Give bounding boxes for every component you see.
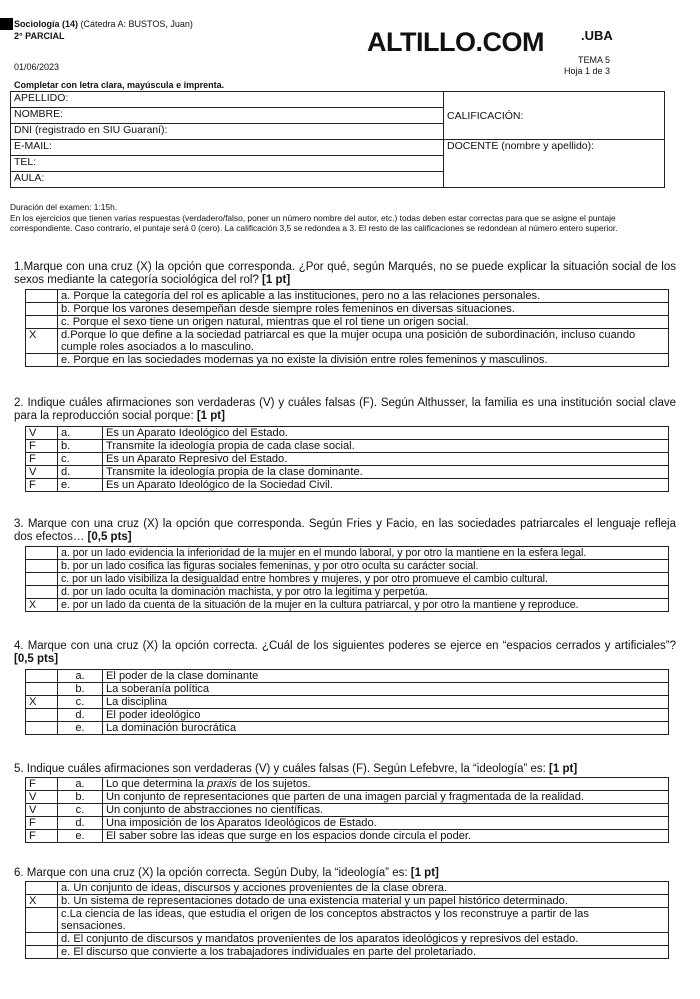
option-text: El poder de la clase dominante [103, 670, 669, 683]
answer-mark[interactable] [26, 316, 58, 329]
answer-mark[interactable] [26, 683, 58, 696]
option-text: La disciplina [103, 696, 669, 709]
option-letter: c. [58, 453, 103, 466]
chair-name: (Cátedra A: BUSTOS, Juan) [80, 19, 193, 29]
table-row[interactable] [26, 908, 669, 933]
table-row[interactable] [26, 453, 669, 466]
exam-date: 01/06/2023 [14, 62, 60, 72]
option-text: c. Porque el sexo tiene un origen natural, mientras que el rol tiene un origen social. [58, 316, 669, 329]
answer-mark[interactable]: V [26, 466, 58, 479]
option-letter: d. [58, 817, 103, 830]
question-1-points: [1 pt] [262, 274, 291, 286]
option-text: La dominación burocrática [103, 722, 669, 735]
page-count: Hoja 1 de 3 [563, 66, 610, 76]
table-row[interactable] [26, 946, 669, 959]
option-letter: c. [58, 696, 103, 709]
answer-mark[interactable]: F [26, 817, 58, 830]
option-letter: d. [58, 466, 103, 479]
question-6-text: 6. Marque con una cruz (X) la opción correcta. Según Duby, la “ideología” es: [14, 867, 408, 879]
option-text: d. El conjunto de discursos y mandatos provenientes de los aparatos ideológicos y represivos del estado. [58, 933, 669, 946]
apellido-field[interactable]: APELLIDO: [11, 92, 444, 108]
option-letter: e. [58, 830, 103, 843]
option-letter: e. [58, 722, 103, 735]
option-text: a. Un conjunto de ideas, discursos y acciones provenientes de la clase obrera. [58, 882, 669, 895]
question-4 [14, 640, 676, 666]
question-6-table [25, 881, 669, 959]
question-1-table [25, 289, 669, 367]
option-letter: b. [58, 440, 103, 453]
table-row[interactable] [26, 560, 669, 573]
question-1-text: 1.Marque con una cruz (X) la opción que corresponda. ¿Por qué, según Marqués, no se puede explicar la situación social de los sexos mediante la categoría sociológica del rol? [14, 261, 676, 286]
table-row[interactable] [26, 316, 669, 329]
answer-mark[interactable] [26, 908, 58, 933]
question-6 [14, 867, 676, 880]
answer-mark[interactable] [26, 354, 58, 367]
table-row[interactable] [26, 440, 669, 453]
table-row[interactable] [26, 722, 669, 735]
option-text: c.La ciencia de las ideas, que estudia el origen de los conceptos abstractos y los reconstruye a partir de las sensaciones. [58, 908, 669, 933]
answer-mark[interactable] [26, 946, 58, 959]
option-text: Transmite la ideología propia de la clase dominante. [103, 466, 669, 479]
answer-mark[interactable]: F [26, 479, 58, 492]
option-text: a. Porque la categoría del rol es aplicable a las instituciones, pero no a las relaciones personales. [58, 290, 669, 303]
answer-mark[interactable]: V [26, 791, 58, 804]
answer-mark[interactable]: X [26, 696, 58, 709]
option-text: Es un Aparato Ideológico del Estado. [103, 427, 669, 440]
question-5 [14, 763, 676, 776]
table-row[interactable] [26, 670, 669, 683]
option-text: a. por un lado evidencia la inferioridad de la mujer en el mundo laboral, y por otro la mantiene en la esfera legal. [58, 547, 669, 560]
option-text: e. Porque en las sociedades modernas ya no existe la división entre roles femeninos y masculinos. [58, 354, 669, 367]
answer-mark[interactable] [26, 290, 58, 303]
answer-mark[interactable] [26, 722, 58, 735]
table-row[interactable] [26, 290, 669, 303]
aula-field[interactable]: AULA: [11, 172, 444, 188]
answer-mark[interactable] [26, 882, 58, 895]
question-5-table [25, 777, 669, 843]
exam-rules: En los ejercicios que tienen varias respuestas (verdadero/falso, poner un número nombre del autor, etc.) todas deben estar correctas para que se asigne el puntaje correspondiente. Caso contrario, el puntaje será 0 (cero). La calificación 3,5 se redondea a 3. El resto de las calificaciones se redondean al número entero superior. [10, 213, 618, 233]
question-1 [14, 261, 676, 287]
question-3-points: [0,5 pts] [87, 531, 132, 543]
question-2-text: 2. Indique cuáles afirmaciones son verdaderas (V) y cuáles falsas (F). Según Althusser, la familia es una institución social clave para la reproducción social porque: [14, 397, 676, 422]
answer-mark[interactable] [26, 547, 58, 560]
table-row[interactable] [26, 586, 669, 599]
site-logo: ALTILLO.COM [367, 27, 544, 57]
calificacion-field[interactable]: CALIFICACIÓN: [444, 92, 665, 140]
tema-label: TEMA 5 [577, 55, 610, 65]
table-row[interactable] [26, 933, 669, 946]
answer-mark[interactable]: F [26, 440, 58, 453]
table-row[interactable] [26, 354, 669, 367]
corner-mark [0, 18, 13, 30]
table-row[interactable] [26, 882, 669, 895]
answer-mark[interactable] [26, 573, 58, 586]
option-text: Es un Aparato Represivo del Estado. [103, 453, 669, 466]
question-2-table [25, 426, 669, 492]
question-2-points: [1 pt] [196, 410, 225, 422]
course-name: Sociología (14) [14, 19, 79, 29]
answer-mark[interactable]: F [26, 830, 58, 843]
table-row[interactable] [26, 683, 669, 696]
table-row[interactable] [26, 778, 669, 791]
option-text: Un conjunto de abstracciones no científicas. [103, 804, 669, 817]
option-letter: a. [58, 427, 103, 440]
table-row[interactable] [26, 696, 669, 709]
option-text: e. por un lado da cuenta de la situación de la mujer en la cultura patriarcal, y por otro la mantiene y reproduce. [58, 599, 669, 612]
question-3-table [25, 546, 669, 612]
nombre-field[interactable]: NOMBRE: [11, 108, 444, 124]
table-row[interactable] [26, 817, 669, 830]
instruction: Completar con letra clara, mayúscula e imprenta. [14, 80, 225, 90]
answer-mark[interactable] [26, 303, 58, 316]
option-text: Es un Aparato Ideológico de la Sociedad Civil. [103, 479, 669, 492]
answer-mark[interactable]: X [26, 895, 58, 908]
option-letter: b. [58, 683, 103, 696]
table-row[interactable] [26, 466, 669, 479]
table-row[interactable] [26, 830, 669, 843]
table-row[interactable] [26, 709, 669, 722]
option-letter: a. [58, 670, 103, 683]
option-text: Un conjunto de representaciones que parten de una imagen parcial y fragmentada de la realidad. [103, 791, 669, 804]
table-row[interactable] [26, 427, 669, 440]
answer-mark[interactable] [26, 709, 58, 722]
table-row[interactable] [26, 573, 669, 586]
option-letter: b. [58, 791, 103, 804]
question-3-text: 3. Marque con una cruz (X) la opción que corresponda. Según Fries y Facio, en las sociedades patriarcales el lenguaje refleja dos efectos… [14, 518, 676, 543]
docente-field[interactable]: DOCENTE (nombre y apellido): [444, 140, 665, 188]
option-text-part: Lo que determina la [106, 778, 208, 790]
option-text: El poder ideológico [103, 709, 669, 722]
question-4-table [25, 669, 669, 735]
option-text: d. por un lado oculta la dominación machista, y por otro la legitima y perpetúa. [58, 586, 669, 599]
option-letter: a. [58, 778, 103, 791]
table-row[interactable] [26, 547, 669, 560]
option-text: Transmite la ideología propia de cada clase social. [103, 440, 669, 453]
table-row[interactable] [26, 895, 669, 908]
option-text: El saber sobre las ideas que surge en los espacios donde circula el poder. [103, 830, 669, 843]
table-row[interactable] [26, 303, 669, 316]
option-text: e. El discurso que convierte a los trabajadores individuales en parte del proletariado. [58, 946, 669, 959]
option-text-part: de los sujetos. [236, 778, 311, 790]
table-row[interactable] [26, 479, 669, 492]
option-text-emphasis: praxis [207, 778, 237, 790]
option-text: d.Porque lo que define a la sociedad patriarcal es que la mujer ocupa una posición de subordinación, incluso cuando cumple roles asociados a lo masculino. [58, 329, 669, 354]
course-line [14, 19, 193, 30]
option-letter: c. [58, 804, 103, 817]
question-3 [14, 518, 676, 544]
dni-field[interactable]: DNI (registrado en SIU Guaraní): [11, 124, 444, 140]
answer-mark[interactable]: F [26, 778, 58, 791]
answer-mark[interactable]: X [26, 329, 58, 354]
answer-mark[interactable] [26, 933, 58, 946]
answer-mark[interactable]: F [26, 453, 58, 466]
table-row[interactable] [26, 329, 669, 354]
answer-mark[interactable] [26, 586, 58, 599]
question-2 [14, 397, 676, 423]
answer-mark[interactable]: V [26, 804, 58, 817]
answer-mark[interactable]: X [26, 599, 58, 612]
option-text: b. Un sistema de representaciones dotado de una existencia material y un papel histórico determinado. [58, 895, 669, 908]
question-4-points: [0,5 pts] [14, 653, 59, 665]
table-row[interactable] [26, 804, 669, 817]
question-6-points: [1 pt] [410, 867, 439, 879]
student-id-form [10, 91, 665, 188]
option-text: La soberanía política [103, 683, 669, 696]
answer-mark[interactable] [26, 670, 58, 683]
option-text [103, 778, 669, 791]
table-row[interactable] [26, 599, 669, 612]
option-letter: d. [58, 709, 103, 722]
table-row[interactable] [26, 791, 669, 804]
option-letter: e. [58, 479, 103, 492]
option-text: c. por un lado visibiliza la desigualdad entre hombres y mujeres, y por otro promueve el cambio cultural. [58, 573, 669, 586]
question-5-text: 5. Indique cuáles afirmaciones son verdaderas (V) y cuáles falsas (F). Según Lefebvre, la “ideología” es: [14, 763, 546, 775]
question-5-points: [1 pt] [549, 763, 578, 775]
exam-duration: Duración del examen: 1:15h. [10, 202, 118, 212]
tel-field[interactable]: TEL: [11, 156, 444, 172]
email-field[interactable]: E-MAIL: [11, 140, 444, 156]
answer-mark[interactable] [26, 560, 58, 573]
option-text: b. Porque los varones desempeñan desde siempre roles femeninos en diversas situaciones. [58, 303, 669, 316]
answer-mark[interactable]: V [26, 427, 58, 440]
uba-label: .UBA [581, 28, 613, 43]
option-text: b. por un lado cosifica las figuras sociales femeninas, y por otro oculta su carácter social. [58, 560, 669, 573]
question-4-text: 4. Marque con una cruz (X) la opción correcta. ¿Cuál de los siguientes poderes se ejerce en “espacios cerrados y artificiales”? [14, 640, 676, 652]
exam-name: 2° PARCIAL [14, 31, 65, 41]
option-text: Una imposición de los Aparatos Ideológicos de Estado. [103, 817, 669, 830]
